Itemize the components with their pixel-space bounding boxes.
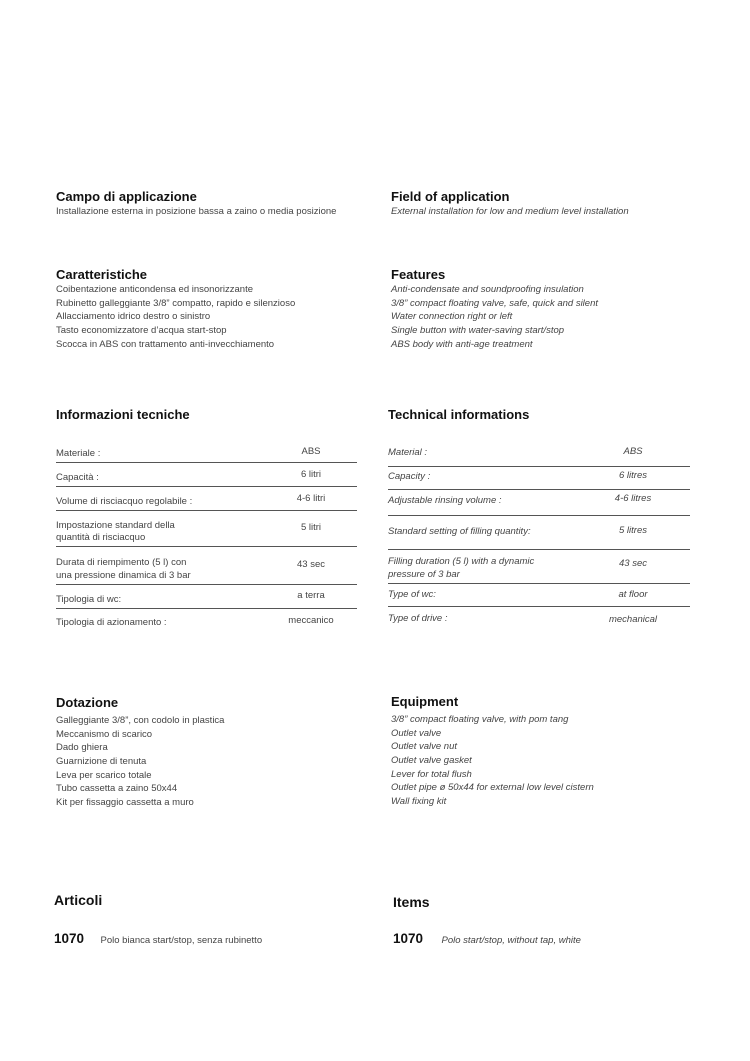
equipment-title-it: Dotazione [56,695,119,710]
row-label: Capacità : [56,472,99,483]
list-item: Single button with water-saving start/stop [391,325,565,337]
row-label-line1: Filling duration (5 l) with a dynamic [388,556,535,567]
row-value: 5 litri [300,522,322,533]
list-item: Tasto economizzatore d’acqua start-stop [56,325,227,337]
table-row [388,584,690,607]
list-item: Tubo cassetta a zaino 50x44 [56,783,178,795]
features-title-en: Features [391,267,446,282]
row-value: mechanical [608,614,658,625]
row-label: Material : [388,447,428,458]
list-item: Leva per scarico totale [56,769,152,781]
table-row [56,615,357,631]
list-item: Outlet valve nut [391,741,458,753]
list-item: 3/8” compact floating valve, safe, quick and silent [391,297,599,309]
list-item: Wall fixing kit [391,796,447,808]
table-row [388,612,690,628]
list-item: Anti-condensate and soundproofing insulation [391,284,584,295]
list-item: Outlet valve gasket [391,755,472,767]
row-value: ABS [301,446,321,457]
row-value: at floor [618,589,648,600]
field-of-application-title-en: Field of application [391,189,510,204]
list-item: Galleggiante 3/8”, con codolo in plastica [56,715,225,726]
table-row [56,463,357,487]
list-item: Kit per fissaggio cassetta a muro [56,797,194,809]
features-list-it [56,283,295,351]
list-item: Meccanismo di scarico [56,728,153,740]
features-list-en [391,283,598,351]
row-value: 6 litri [300,469,322,480]
row-value: 43 sec [619,558,647,569]
item-description: Polo bianca start/stop, senza rubinetto [100,935,263,946]
row-value: meccanico [288,615,334,626]
row-label: Standard setting of filling quantity: [388,526,531,537]
field-of-application-text-it: Installazione esterna in posizione bassa a zaino o media posizione [56,206,337,217]
table-row [388,467,690,490]
list-item: Guarnizione di tenuta [56,756,147,768]
equipment-list-en [391,713,594,809]
row-label: Materiale : [56,448,101,459]
row-label-line2: pressure of 3 bar [388,569,460,580]
table-row [388,440,690,467]
list-item: Coibentazione anticondensa ed insonorizzante [56,284,253,295]
field-of-application-title-it: Campo di applicazione [56,189,197,204]
row-label-line2: quantità di risciacquo [56,532,146,543]
row-value: 5 litres [619,525,647,536]
row-label: Volume di risciacquo regolabile : [56,496,193,507]
item-row-en [393,930,581,948]
row-value: ABS [623,446,643,457]
table-row [388,490,690,516]
list-item: Dado ghiera [56,742,108,754]
row-value: a terra [297,590,325,601]
row-label: Tipologia di wc: [56,594,122,605]
list-item: Scocca in ABS con trattamento anti-invecchiamento [56,338,275,350]
list-item: Water connection right or left [391,311,513,323]
list-item: Allacciamento idrico destro o sinistro [56,311,211,323]
item-code: 1070 [54,931,85,946]
row-value: 4-6 litres [614,493,652,504]
equipment-title-en: Equipment [391,694,459,709]
row-value: 4-6 litri [296,493,326,504]
item-description: Polo start/stop, without tap, white [441,935,581,946]
items-title-en: Items [393,894,430,910]
row-label: Type of wc: [388,589,436,600]
table-row [388,516,690,550]
table-row [56,440,357,463]
features-title-it: Caratteristiche [56,267,148,282]
list-item: Outlet valve [391,727,442,739]
item-row-it [54,930,262,948]
row-label: Tipologia di azionamento : [56,617,167,628]
list-item: ABS body with anti-age treatment [391,338,533,350]
row-label-line1: Impostazione standard della [56,520,175,531]
list-item: 3/8” compact floating valve, with pom tang [391,714,569,725]
technical-title-it: Informazioni tecniche [56,407,190,422]
table-row [56,487,357,511]
list-item: Lever for total flush [391,768,472,780]
table-row [56,547,357,585]
field-of-application-text-en: External installation for low and medium level installation [391,206,629,217]
item-code: 1070 [393,931,424,946]
row-value: 43 sec [297,559,325,570]
table-row [56,585,357,609]
row-value: 6 litres [619,470,647,481]
row-label: Type of drive : [388,613,448,624]
items-title-it: Articoli [54,892,103,908]
table-row [56,511,357,547]
row-label-line1: Durata di riempimento (5 l) con [56,557,187,568]
list-item: Rubinetto galleggiante 3/8” compatto, rapido e silenzioso [56,297,296,309]
row-label: Adjustable rinsing volume : [388,495,502,506]
table-row [388,550,690,584]
technical-title-en: Technical informations [388,407,530,422]
row-label-line2: una pressione dinamica di 3 bar [56,570,191,581]
list-item: Outlet pipe ø 50x44 for external low level cistern [391,782,594,794]
equipment-list-it [56,714,224,810]
row-label: Capacity : [388,471,431,482]
